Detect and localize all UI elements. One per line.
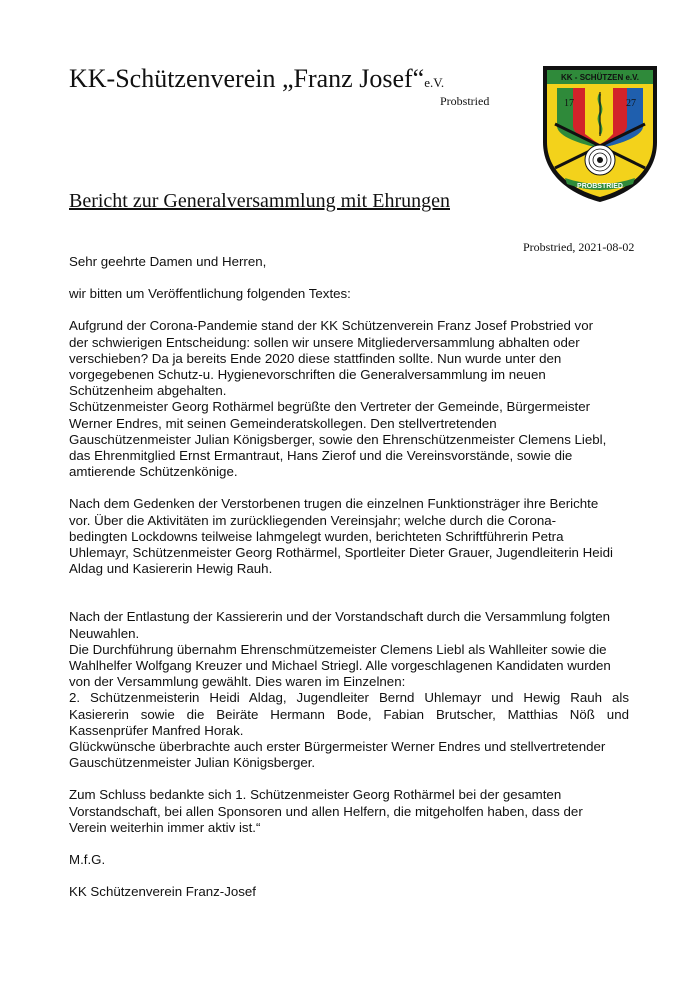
- text-line: Gauschützenmeister Julian Königsberger, sowie den Ehrenschützenmeister Clemens Liebl,: [69, 431, 607, 447]
- paragraph-3: [69, 609, 629, 771]
- text-line: das Ehrenmitglied Ernst Ermantraut, Hans Zierof und die Vereinsvorstände, sowie die: [69, 448, 573, 464]
- paragraph-2: [69, 496, 629, 577]
- elected-members-text: 2. Schützenmeisterin Heidi Aldag, Jugendleiter Bernd Uhlemayr und Hewig Rauh als Kasiererin sowie die Beiräte Hermann Bode, Fabian Brutscher, Matthias Nöß und Kassenprüfer Manfred Horak.: [69, 690, 629, 738]
- text-line: verschieben? Da ja bereits Ende 2020 diese stattfinden sollte. Nun wurde unter den: [69, 350, 562, 366]
- signature: KK Schützenverein Franz-Josef: [69, 884, 256, 900]
- crest-bottom-text: PROBSTRIED: [577, 183, 623, 190]
- text-line: Glückwünsche überbrachte auch erster Bürgermeister Werner Endres und stellvertretender: [69, 739, 606, 755]
- text-line: Vorstandschaft, bei allen Sponsoren und allen Helfern, die mitgeholfen haben, dass der: [69, 803, 583, 819]
- crest-year-right: 27: [626, 98, 636, 109]
- text-line: Schützenheim abgehalten.: [69, 383, 227, 399]
- text-line: Die Durchführung übernahm Ehrenschmützemeister Clemens Liebl als Wahlleiter sowie die: [69, 641, 607, 657]
- text-line: vorgegebenen Schutz-u. Hygienevorschriften die Generalversammlung im neuen: [69, 367, 546, 383]
- club-name-heading: [69, 64, 444, 98]
- text-line: Aufgrund der Corona-Pandemie stand der KK Schützenverein Franz Josef Probstried vor: [69, 318, 594, 334]
- text-line: der schwierigen Entscheidung: sollen wir unsere Mitgliederversammlung abhalten oder: [69, 334, 580, 350]
- crest-top-text: KK - SCHÜTZEN e.V.: [561, 73, 639, 82]
- paragraph-1: [69, 318, 629, 480]
- text-line: Neuwahlen.: [69, 625, 140, 641]
- text-line: Gauschützenmeister Julian Königsberger.: [69, 755, 316, 771]
- date-line: Probstried, 2021-08-02: [523, 240, 635, 254]
- text-line: von der Versammlung gewählt. Dies waren im Einzelnen:: [69, 674, 406, 690]
- club-name-suffix: e.V.: [424, 75, 445, 90]
- text-line: Wahlhelfer Wolfgang Kreuzer und Michael Striegl. Alle vorgeschlagenen Kandidaten wurden: [69, 658, 611, 674]
- letter-body: [69, 254, 629, 901]
- club-crest-logo: [541, 64, 659, 204]
- paragraph-4: [69, 787, 629, 836]
- salutation: Sehr geehrte Damen und Herren,: [69, 254, 267, 269]
- text-line: Schützenmeister Georg Rothärmel begrüßte den Vertreter der Gemeinde, Bürgermeister: [69, 399, 591, 415]
- closing: M.f.G.: [69, 852, 106, 868]
- text-line: vor. Über die Aktivitäten im zurückliegenden Vereinsjahr; welche durch die Corona-: [69, 512, 557, 528]
- text-line: amtierende Schützenkönige.: [69, 464, 238, 480]
- club-name: KK-Schützenverein „Franz Josef“: [69, 64, 425, 93]
- text-line: Nach dem Gedenken der Verstorbenen trugen die einzelnen Funktionsträger ihre Berichte: [69, 496, 599, 512]
- text-line: Uhlemayr, Schützenmeister Georg Rothärmel, Sportleiter Dieter Grauer, Jugendleiterin Heidi: [69, 545, 613, 561]
- text-line: Verein weiterhin immer aktiv ist.“: [69, 819, 261, 835]
- text-line: Zum Schluss bedankte sich 1. Schützenmeister Georg Rothärmel bei der gesamten: [69, 787, 562, 803]
- text-line: Nach der Entlastung der Kassiererin und der Vorstandschaft durch die Versammlung folgten: [69, 609, 611, 625]
- crest-year-left: 17: [564, 98, 574, 109]
- text-line: Werner Endres, mit seinen Gemeinderatskollegen. Den stellvertretenden: [69, 415, 497, 431]
- text-line: bedingten Lockdowns teilweise lahmgelegt wurden, berichteten Schriftführerin Petra: [69, 528, 564, 544]
- text-line: Aldag und Kasiererin Hewig Rauh.: [69, 561, 273, 577]
- report-title: Bericht zur Generalversammlung mit Ehrungen: [69, 190, 450, 212]
- club-location: Probstried: [440, 94, 490, 108]
- intro-line: wir bitten um Veröffentlichung folgenden Textes:: [69, 286, 351, 302]
